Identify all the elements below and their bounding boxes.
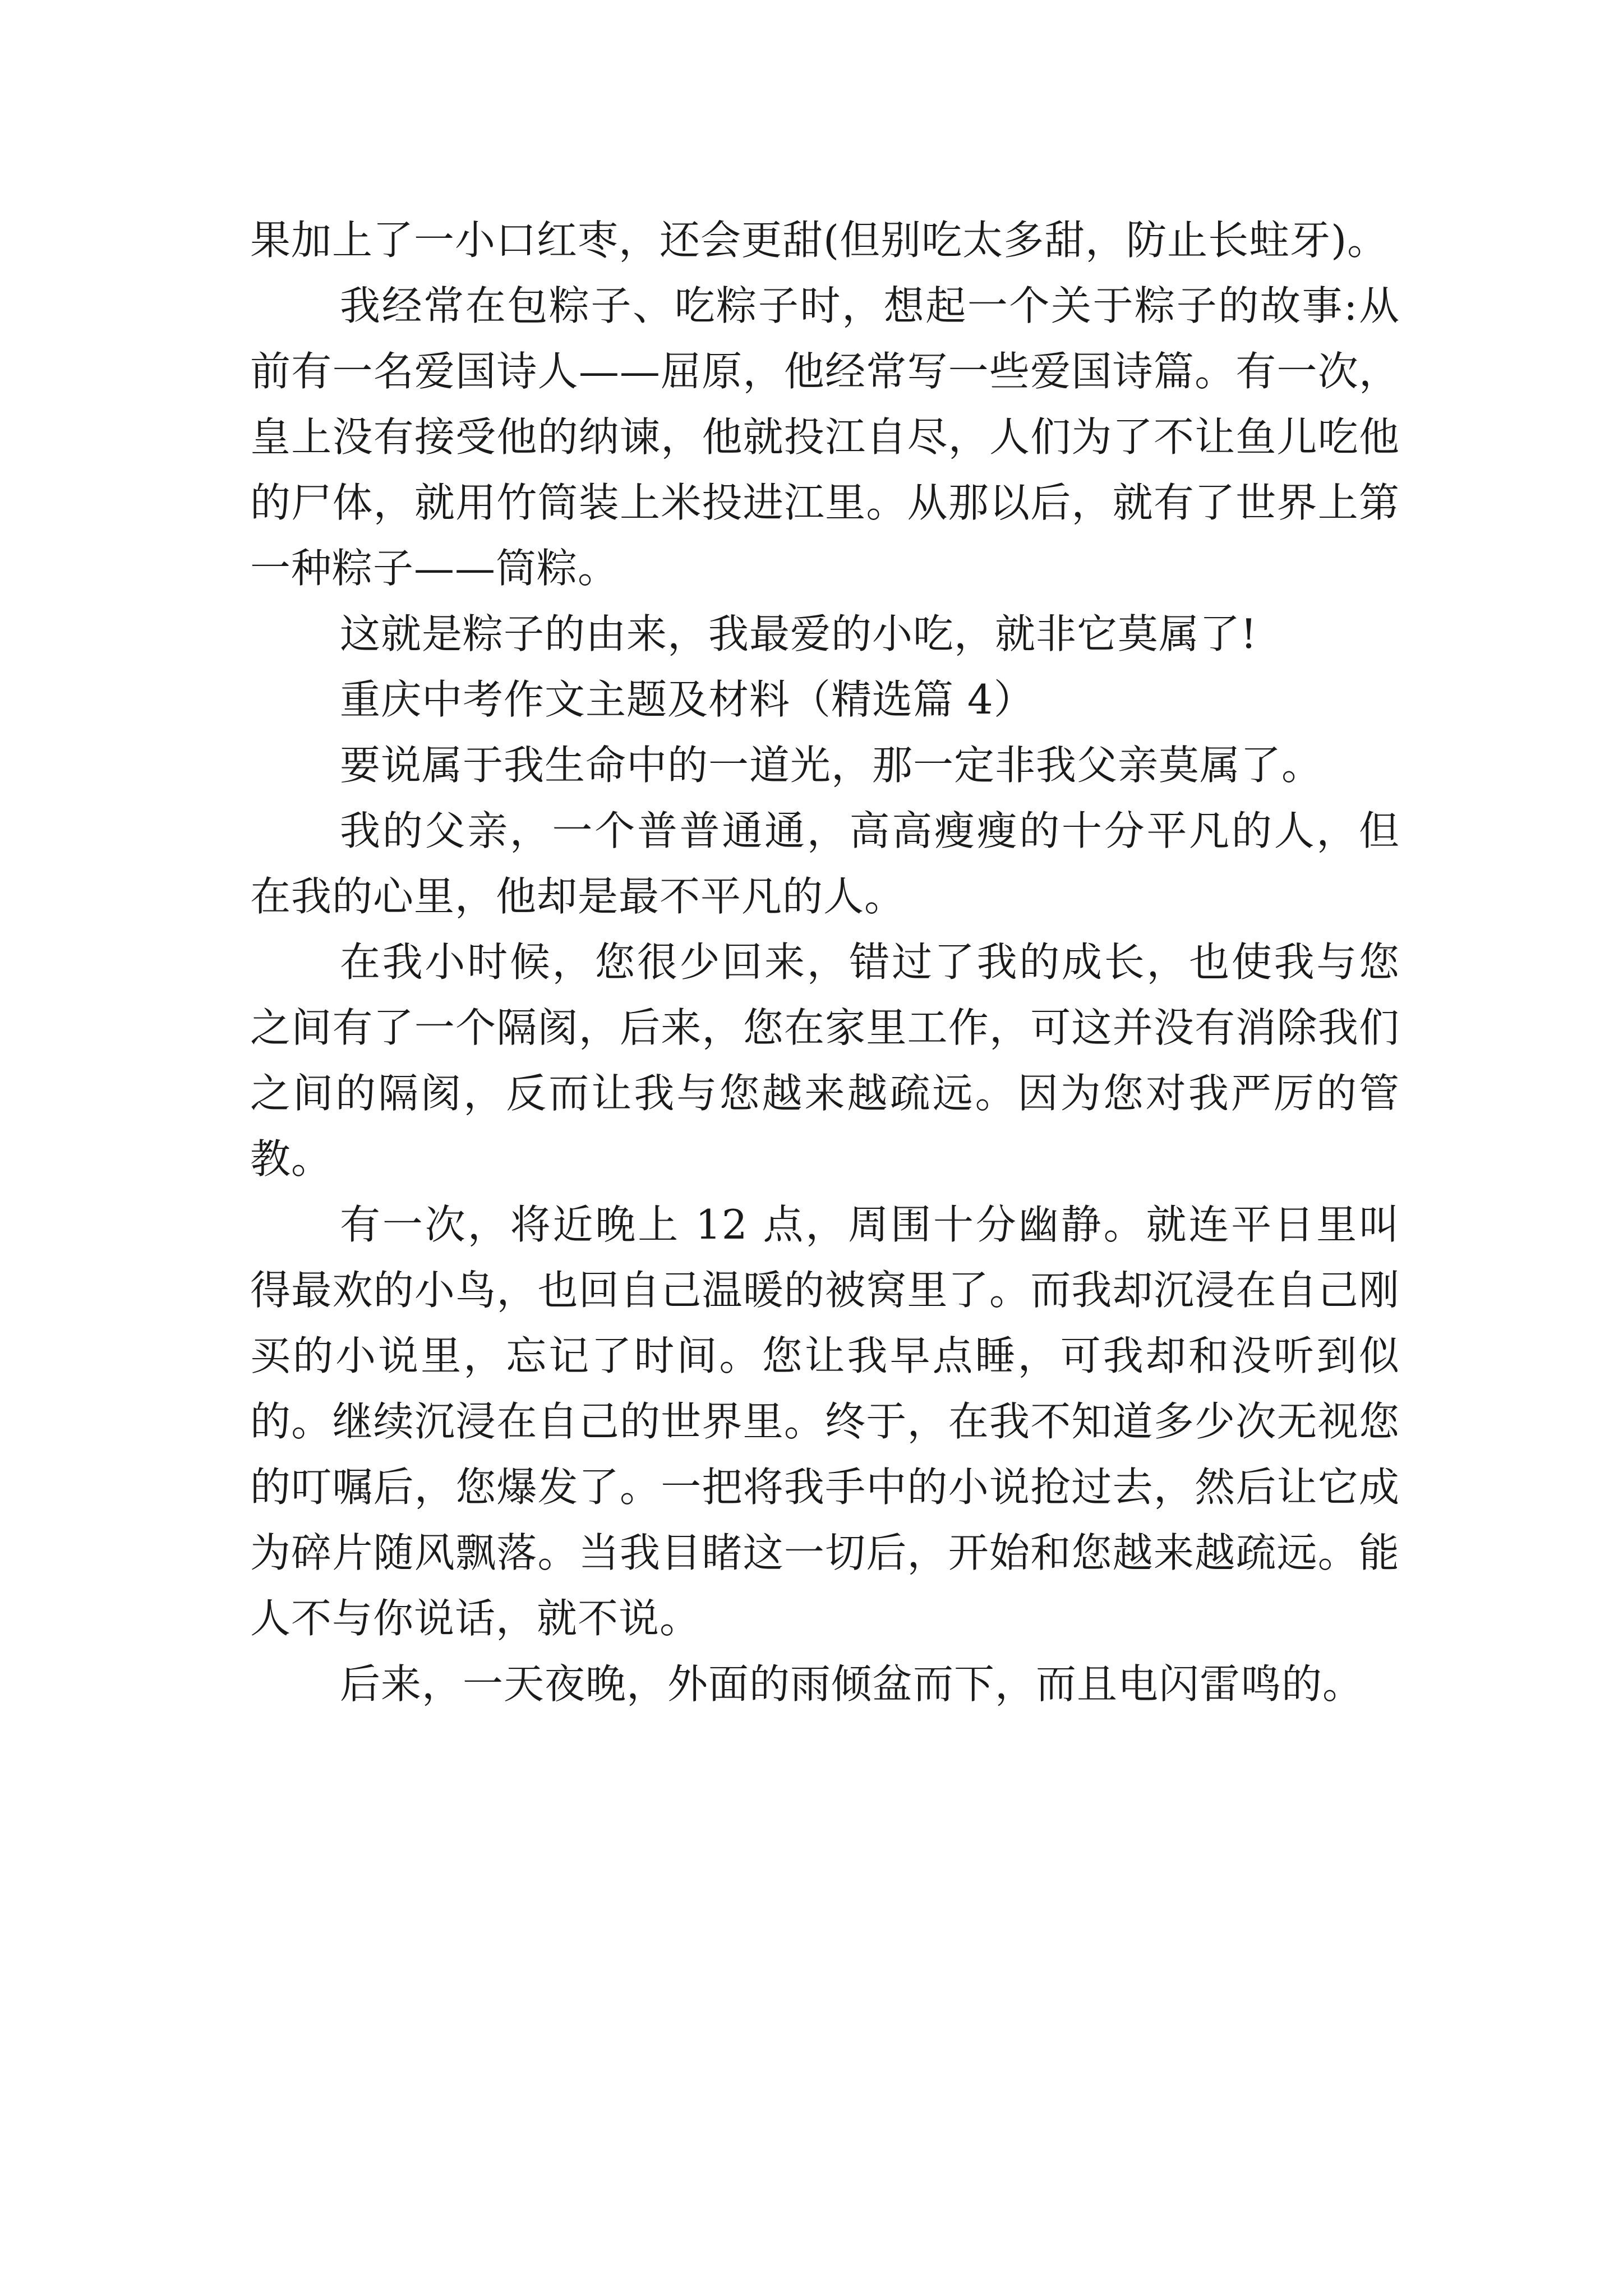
paragraph-qu-yuan-story: 我经常在包粽子、吃粽子时，想起一个关于粽子的故事:从前有一名爱国诗人——屈原，他经常写一些爱国诗篇。有一次，皇上没有接受他的纳谏，他就投江自尽，人们为了不让鱼儿吃他的尸体，就用竹筒装上米投进江里。从那以后，就有了世界上第一种粽子——筒粽。 <box>250 282 1400 592</box>
paragraph-father-description: 我的父亲，一个普普通通，高高瘦瘦的十分平凡的人，但在我的心里，他却是最不平凡的人。 <box>250 807 1400 920</box>
paragraph-continuation: 果加上了一小口红枣，还会更甜(但别吃太多甜，防止长蛀牙)。 <box>250 217 1389 264</box>
document-body <box>250 208 1400 1717</box>
paragraph-stormy-night: 后来，一天夜晚，外面的雨倾盆而下，而且电闪雷鸣的。 <box>340 1660 1364 1708</box>
paragraph-novel-incident: 有一次，将近晚上 12 点，周围十分幽静。就连平日里叫得最欢的小鸟，也回自己温暖的被窝里了。而我却沉浸在自己刚买的小说里，忘记了时间。您让我早点睡，可我却和没听到似的。继续沉浸在自己的世界里。终于，在我不知道多少次无视您的叮嘱后，您爆发了。一把将我手中的小说抢过去，然后让它成为碎片随风飘落。当我目睹这一切后，开始和您越来越疏远。能人不与你说话，就不说。 <box>250 1201 1400 1642</box>
paragraph-light-of-life: 要说属于我生命中的一道光，那一定非我父亲莫属了。 <box>340 742 1323 789</box>
paragraph-childhood-distance: 在我小时候，您很少回来，错过了我的成长，也使我与您之间有了一个隔阂，后来，您在家里工作，可这并没有消除我们之间的隔阂，反而让我与您越来越疏远。因为您对我严厉的管教。 <box>250 938 1400 1182</box>
section-heading: 重庆中考作文主题及材料（精选篇 4） <box>340 676 1035 723</box>
paragraph-zongzi-origin: 这就是粽子的由来，我最爱的小吃，就非它莫属了! <box>340 610 1257 657</box>
